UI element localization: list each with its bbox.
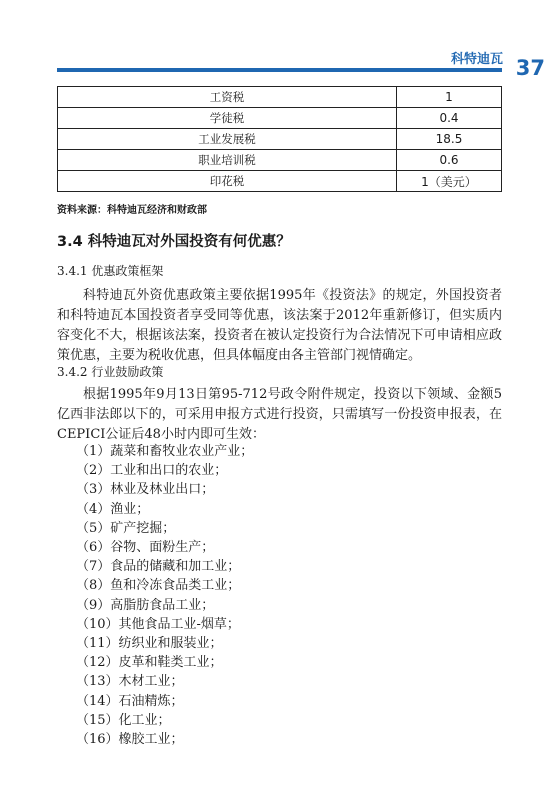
table-row xyxy=(58,129,502,150)
list-item: （1）蔬菜和畜牧业农业产业； xyxy=(76,444,254,459)
subsection-title: 3.4.2 行业鼓励政策 xyxy=(57,365,164,379)
tax-name: 印花税 xyxy=(58,171,397,192)
list-item: （5）矿产挖掘； xyxy=(76,520,176,536)
tax-value: 1（美元） xyxy=(397,171,502,192)
tax-name: 学徒税 xyxy=(58,108,397,129)
table-row xyxy=(58,150,502,171)
list-item: （14）石油精炼； xyxy=(76,693,184,709)
tax-table xyxy=(57,86,502,192)
section-heading: 3.4 科特迪瓦对外国投资有何优惠？ xyxy=(57,234,291,250)
tax-name: 职业培训税 xyxy=(58,150,397,171)
list-item: （12）皮革和鞋类工业； xyxy=(76,655,223,671)
list-item: （13）木材工业； xyxy=(76,674,184,690)
list-item: （2）工业和出口的农业； xyxy=(76,463,228,479)
tax-value: 0.6 xyxy=(397,150,502,171)
list-item: （3）林业及林业出口； xyxy=(76,482,215,498)
list-item: （6）谷物、面粉生产； xyxy=(76,540,215,556)
list-item: （9）高脂肪食品工业； xyxy=(76,597,215,613)
list-item: （15）化工业； xyxy=(76,712,171,728)
list-item: （16）橡胶工业； xyxy=(76,732,184,748)
tax-value: 18.5 xyxy=(397,129,502,150)
list-item: （4）渔业； xyxy=(76,501,150,517)
tax-value: 1 xyxy=(397,87,502,108)
list-item: （7）食品的储藏和加工业； xyxy=(76,559,241,575)
industry-list xyxy=(76,442,253,749)
page-number: 37 xyxy=(515,56,545,80)
tax-name: 工业发展税 xyxy=(58,129,397,150)
tax-name: 工资税 xyxy=(58,87,397,108)
list-item: （10）其他食品工业-烟草； xyxy=(76,616,240,632)
list-item: （8）鱼和冷冻食品类工业； xyxy=(76,578,241,594)
header-rule xyxy=(57,68,502,72)
table-row xyxy=(58,87,502,108)
paragraph: 科特迪瓦外资优惠政策主要依据1995年《投资法》的规定，外国投资者和科特迪瓦本国投资者享受同等优惠，该法案于2012年重新修订，但实质内容变化不大，根据该法案，投资者在被认定投资行为合法情况下可申请相应政策优惠，主要为税收优惠，但具体幅度由各主管部门视情确定。 xyxy=(57,288,502,363)
table-source: 资料来源：科特迪瓦经济和财政部 xyxy=(57,205,207,216)
table-row xyxy=(58,171,502,192)
table-row xyxy=(58,108,502,129)
header-title: 科特迪瓦 xyxy=(450,52,503,67)
subsection-title: 3.4.1 优惠政策框架 xyxy=(57,264,164,278)
list-item: （11）纺织业和服装业； xyxy=(76,636,223,652)
tax-value: 0.4 xyxy=(397,108,502,129)
paragraph: 根据1995年9月13日第95-712号政令附件规定，投资以下领域、金额5亿西非法郎以下的，可采用申报方式进行投资，只需填写一份投资申报表，在CEPICI公证后48小时内即可生效： xyxy=(57,387,502,442)
